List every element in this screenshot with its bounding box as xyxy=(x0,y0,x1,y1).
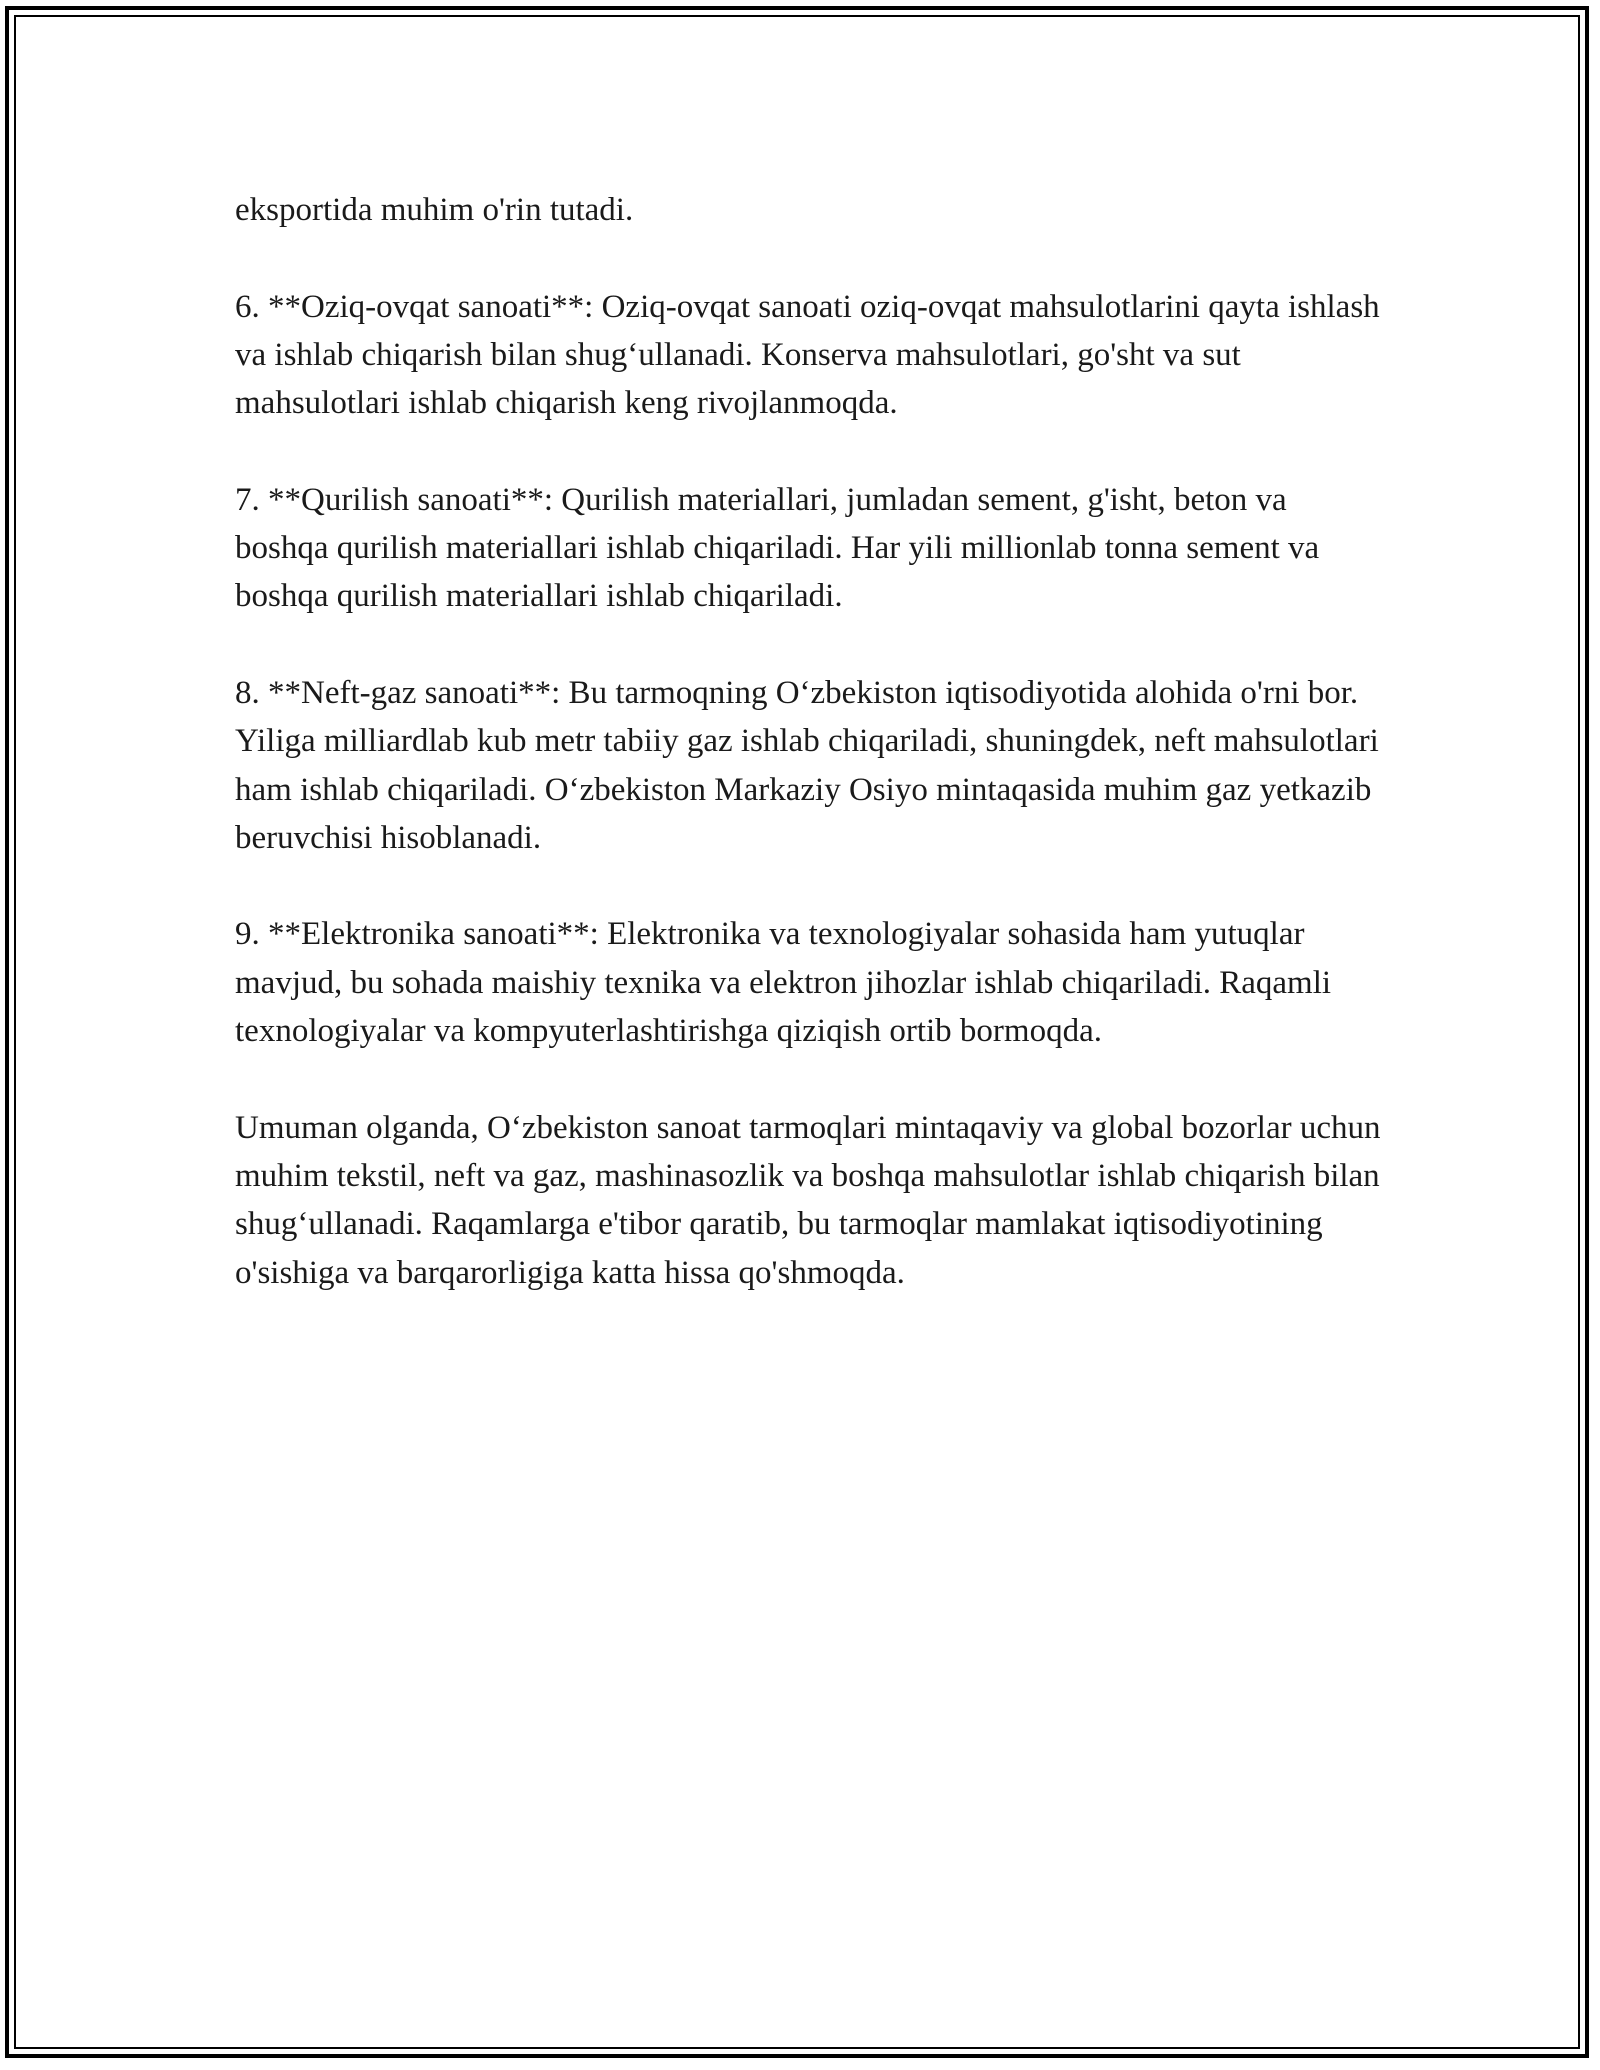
paragraph-continuation: eksportida muhim o'rin tutadi. xyxy=(235,192,634,228)
paragraph-oil-gas-industry: 8. **Neft-gaz sanoati**: Bu tarmoqning O‘zbekiston iqtisodiyotida alohida o'rni bor. Yiliga milliardlab kub metr tabiiy gaz ishlab chiqariladi, shuningdek, neft mahsulotlari ham ishlab chiqariladi. O‘zbekiston Markaziy Osiyo mintaqasida muhim gaz yetkazib beruvchisi hisoblanadi. xyxy=(235,674,1379,856)
document-body xyxy=(235,186,1385,1345)
paragraph-conclusion: Umuman olganda, O‘zbekiston sanoat tarmoqlari mintaqaviy va global bozorlar uchun muhim tekstil, neft va gaz, mashinasozlik va boshqa mahsulotlar ishlab chiqarish bilan shug‘ullanadi. Raqamlarga e'tibor qaratib, bu tarmoqlar mamlakat iqtisodiyotining o'sishiga va barqarorligiga katta hissa qo'shmoqda. xyxy=(235,1109,1381,1291)
paragraph-food-industry: 6. **Oziq-ovqat sanoati**: Oziq-ovqat sanoati oziq-ovqat mahsulotlarini qayta ishlash va ishlab chiqarish bilan shug‘ullanadi. Konserva mahsulotlari, go'sht va sut mahsulotlari ishlab chiqarish keng rivojlanmoqda. xyxy=(235,288,1380,422)
paragraph-electronics-industry: 9. **Elektronika sanoati**: Elektronika va texnologiyalar sohasida ham yutuqlar mavjud, bu sohada maishiy texnika va elektron jihozlar ishlab chiqariladi. Raqamli texnologiyalar va kompyuterlashtirishga qiziqish ortib bormoqda. xyxy=(235,916,1332,1050)
paragraph-construction-industry: 7. **Qurilish sanoati**: Qurilish materiallari, jumladan sement, g'isht, beton va boshqa qurilish materiallari ishlab chiqariladi. Har yili millionlab tonna sement va boshqa qurilish materiallari ishlab chiqariladi. xyxy=(235,481,1320,615)
